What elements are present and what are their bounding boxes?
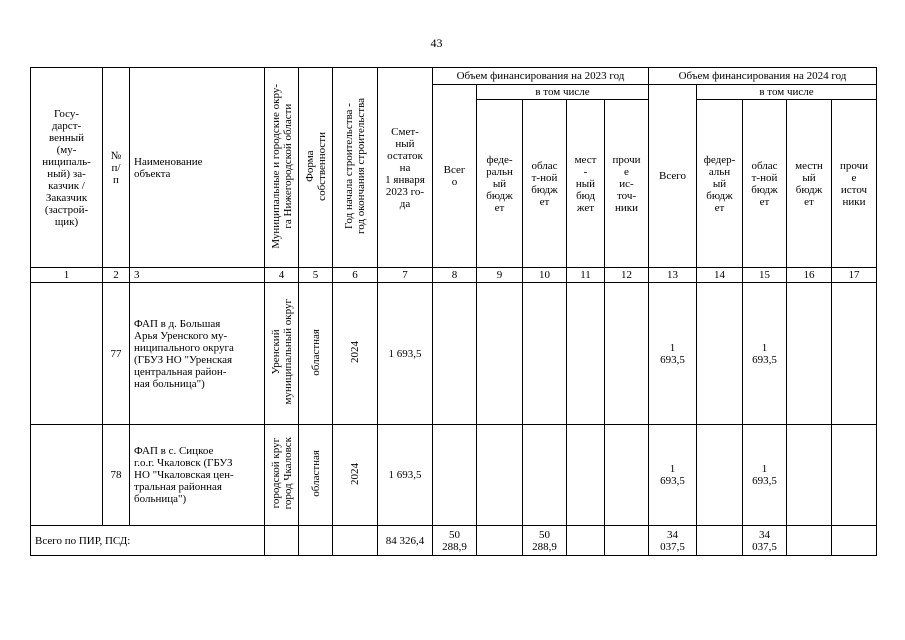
table-row (31, 283, 877, 425)
col-number: 16 (787, 268, 832, 283)
cell-other-2023 (605, 425, 649, 526)
total-federal-2024 (697, 526, 743, 556)
col-number: 4 (265, 268, 299, 283)
col-number: 15 (743, 268, 787, 283)
financing-table (30, 67, 877, 556)
cell-municipality: городской круг город Чкаловск (265, 425, 299, 526)
cell-row-no: 77 (103, 283, 130, 425)
cell-regional-2023 (523, 425, 567, 526)
cell-regional-2023 (523, 283, 567, 425)
header-ownership: Форма собственности (299, 68, 333, 268)
header-object-name: Наименование объекта (130, 68, 265, 268)
total-local-2024 (787, 526, 832, 556)
cell-object-name: ФАП в с. Сицкое г.о.г. Чкаловск (ГБУЗ НО "Чкаловская цен- тральная районная больница") (130, 425, 265, 526)
cell-years: 2024 (333, 283, 378, 425)
header-federal-2024: федер- альн ый бюдж ет (697, 100, 743, 268)
cell-ownership (299, 526, 333, 556)
col-number: 9 (477, 268, 523, 283)
header-regional-2024: облас т-ной бюдж ет (743, 100, 787, 268)
header-fin-2023: Объем финансирования на 2023 год (433, 68, 649, 85)
header-customer: Госу- дарст- венный (му- ниципаль- ный) за- казчик / Заказчик (застрой- щик) (31, 68, 103, 268)
header-including-2023: в том числе (477, 85, 649, 100)
cell-total-2024: 1 693,5 (649, 425, 697, 526)
cell-regional-2024: 1 693,5 (743, 425, 787, 526)
cell-local-2024 (787, 425, 832, 526)
header-regional-2023: облас т-ной бюдж ет (523, 100, 567, 268)
col-number: 7 (378, 268, 433, 283)
col-number: 14 (697, 268, 743, 283)
cell-municipality: Уренский муниципальный округ (265, 283, 299, 425)
total-balance: 84 326,4 (378, 526, 433, 556)
cell-local-2023 (567, 425, 605, 526)
cell-regional-2024: 1 693,5 (743, 283, 787, 425)
page-number: 43 (430, 36, 443, 50)
header-total-2023: Всег о (433, 85, 477, 268)
table-row (31, 425, 877, 526)
total-2023: 50 288,9 (433, 526, 477, 556)
col-number: 3 (130, 268, 265, 283)
cell-local-2023 (567, 283, 605, 425)
cell-ownership: областная (299, 425, 333, 526)
cell-row-no: 78 (103, 425, 130, 526)
header-years: Год начала строительства - год окончания строительства (333, 68, 378, 268)
column-numbers-row (31, 268, 877, 283)
total-regional-2023: 50 288,9 (523, 526, 567, 556)
cell-ownership: областная (299, 283, 333, 425)
col-number: 13 (649, 268, 697, 283)
header-other-2024: прочи е источ ники (832, 100, 877, 268)
cell-federal-2023 (477, 425, 523, 526)
total-row (31, 526, 877, 556)
col-number: 10 (523, 268, 567, 283)
cell-balance: 1 693,5 (378, 425, 433, 526)
header-local-2023: мест - ный бюд жет (567, 100, 605, 268)
cell-municipality (265, 526, 299, 556)
cell-other-2024 (832, 425, 877, 526)
col-number: 5 (299, 268, 333, 283)
header-local-2024: местн ый бюдж ет (787, 100, 832, 268)
total-regional-2024: 34 037,5 (743, 526, 787, 556)
cell-federal-2024 (697, 283, 743, 425)
cell-total-2024: 1 693,5 (649, 283, 697, 425)
col-number: 11 (567, 268, 605, 283)
total-label: Всего по ПИР, ПСД: (31, 526, 265, 556)
col-number: 17 (832, 268, 877, 283)
col-number: 2 (103, 268, 130, 283)
cell-customer (31, 283, 103, 425)
cell-other-2024 (832, 283, 877, 425)
total-federal-2023 (477, 526, 523, 556)
total-other-2024 (832, 526, 877, 556)
cell-customer (31, 425, 103, 526)
col-number: 6 (333, 268, 378, 283)
cell-total-2023 (433, 425, 477, 526)
col-number: 12 (605, 268, 649, 283)
header-total-2024: Всего (649, 85, 697, 268)
header-municipality: Муниципальные и городские окру- га Нижегородской области (265, 68, 299, 268)
total-local-2023 (567, 526, 605, 556)
col-number: 8 (433, 268, 477, 283)
total-2024: 34 037,5 (649, 526, 697, 556)
header-other-2023: прочи е ис- точ- ники (605, 100, 649, 268)
cell-years: 2024 (333, 425, 378, 526)
cell-total-2023 (433, 283, 477, 425)
cell-years (333, 526, 378, 556)
header-federal-2023: феде- ральн ый бюдж ет (477, 100, 523, 268)
header-fin-2024: Объем финансирования на 2024 год (649, 68, 877, 85)
cell-federal-2024 (697, 425, 743, 526)
cell-object-name: ФАП в д. Большая Арья Уренского му- ниципального округа (ГБУЗ НО "Уренская центральная район- ная больница") (130, 283, 265, 425)
header-row-no: № п/ п (103, 68, 130, 268)
header-including-2024: в том числе (697, 85, 877, 100)
header-balance: Смет- ный остаток на 1 января 2023 го- да (378, 68, 433, 268)
col-number: 1 (31, 268, 103, 283)
cell-federal-2023 (477, 283, 523, 425)
cell-balance: 1 693,5 (378, 283, 433, 425)
total-other-2023 (605, 526, 649, 556)
cell-local-2024 (787, 283, 832, 425)
cell-other-2023 (605, 283, 649, 425)
